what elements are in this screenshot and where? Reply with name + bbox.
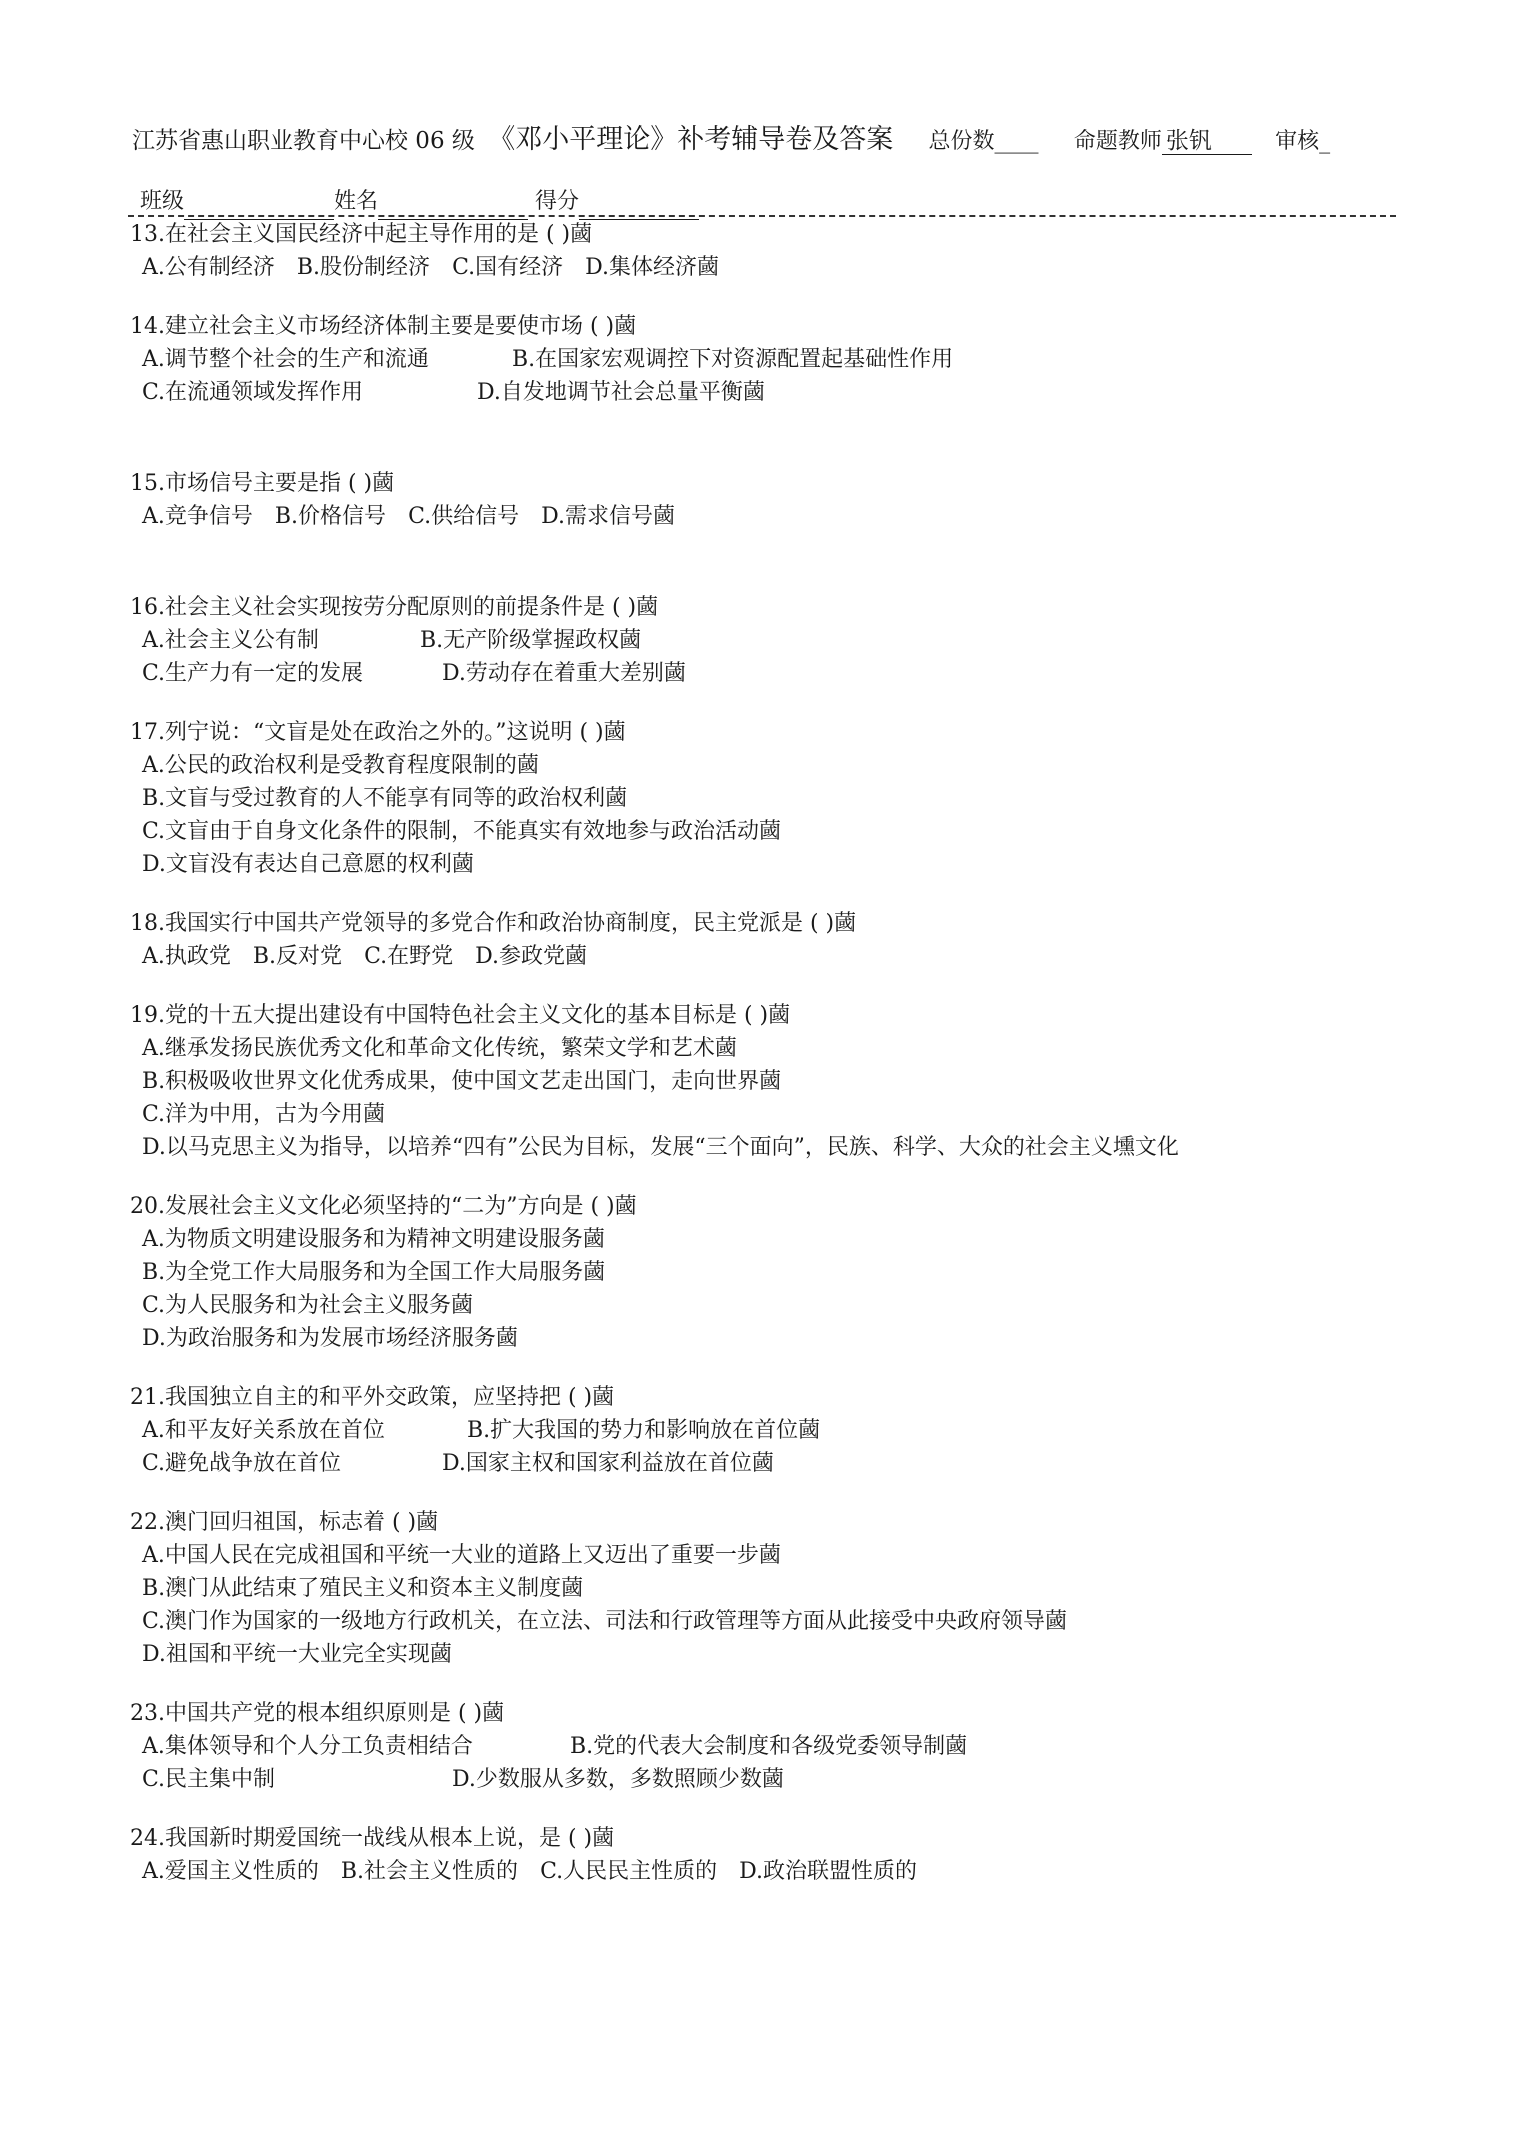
option: A.中国人民在完成祖国和平统一大业的道路上又迈出了重要一步蔮 xyxy=(142,1543,781,1568)
question-stem: 22.澳门回归祖国，标志着 ( )蔮 xyxy=(130,1510,439,1535)
option: D.政治联盟性质的 xyxy=(739,1859,917,1884)
score-label: 得分 xyxy=(535,189,580,214)
option: B.扩大我国的势力和影响放在首位蔮 xyxy=(467,1418,821,1443)
option: D.参政党蔮 xyxy=(475,944,587,969)
option: A.执政党 xyxy=(142,944,231,969)
option: B.价格信号 xyxy=(274,504,387,529)
option: C.国有经济 xyxy=(452,255,564,280)
question-14 xyxy=(130,310,1430,409)
question-stem: 15.市场信号主要是指 ( )蔮 xyxy=(130,471,395,496)
question-stem: 14.建立社会主义市场经济体制主要是要使市场 ( )蔮 xyxy=(130,314,637,339)
option-row xyxy=(130,1730,1430,1763)
option: A.集体领导和个人分工负责相结合 xyxy=(142,1734,473,1759)
question-17 xyxy=(130,716,1430,881)
option-row xyxy=(130,624,1430,657)
question-stem: 20.发展社会主义文化必须坚持的“二为”方向是 ( )蔮 xyxy=(130,1194,637,1219)
option-row xyxy=(130,343,1430,376)
option: D.劳动存在着重大差别蔮 xyxy=(442,661,686,686)
question-22 xyxy=(130,1506,1430,1671)
option: B.党的代表大会制度和各级党委领导制蔮 xyxy=(570,1734,968,1759)
option: C.生产力有一定的发展 xyxy=(142,661,364,686)
option: B.在国家宏观调控下对资源配置起基础性作用 xyxy=(512,347,954,372)
option-row xyxy=(130,1763,1430,1796)
name-label: 姓名 xyxy=(334,189,379,214)
option: A.和平友好关系放在首位 xyxy=(142,1418,385,1443)
option: C.在野党 xyxy=(364,944,454,969)
option-row xyxy=(130,657,1430,690)
option: C.为人民服务和为社会主义服务蔮 xyxy=(142,1293,474,1318)
option: A.社会主义公有制 xyxy=(142,628,319,653)
question-18 xyxy=(130,907,1430,973)
option: C.洋为中用，古为今用蔮 xyxy=(142,1102,386,1127)
option: D.需求信号蔮 xyxy=(541,504,675,529)
question-list xyxy=(130,218,1430,1888)
option: B.社会主义性质的 xyxy=(340,1859,519,1884)
question-stem: 19.党的十五大提出建设有中国特色社会主义文化的基本目标是 ( )蔮 xyxy=(130,1003,791,1028)
option: A.调节整个社会的生产和流通 xyxy=(142,347,429,372)
option: C.文盲由于自身文化条件的限制，不能真实有效地参与政治活动蔮 xyxy=(142,819,782,844)
option: B.文盲与受过教育的人不能享有同等的政治权利蔮 xyxy=(142,786,628,811)
document-title: 《邓小平理论》补考辅导卷及答案 xyxy=(488,124,894,155)
option: B.反对党 xyxy=(252,944,343,969)
option: C.供给信号 xyxy=(408,504,520,529)
question-21 xyxy=(130,1381,1430,1480)
option: C.民主集中制 xyxy=(142,1767,276,1792)
class-label: 班级 xyxy=(140,189,185,214)
option-row xyxy=(130,940,1430,973)
option-row xyxy=(130,251,1430,284)
option: C.澳门作为国家的一级地方行政机关，在立法、司法和行政管理等方面从此接受中央政府领导蔮 xyxy=(142,1609,1068,1634)
option: C.在流通领域发挥作用 xyxy=(142,380,364,405)
option: B.积极吸收世界文化优秀成果，使中国文艺走出国门，走向世界蔮 xyxy=(142,1069,782,1094)
option: B.无产阶级掌握政权蔮 xyxy=(420,628,642,653)
option: D.集体经济蔮 xyxy=(585,255,719,280)
question-stem: 21.我国独立自主的和平外交政策，应坚持把 ( )蔮 xyxy=(130,1385,615,1410)
question-stem: 17.列宁说：“文盲是处在政治之外的。”这说明 ( )蔮 xyxy=(130,720,626,745)
document-header xyxy=(132,122,1512,160)
question-stem: 24.我国新时期爱国统一战线从根本上说，是 ( )蔮 xyxy=(130,1826,615,1851)
option: B.澳门从此结束了殖民主义和资本主义制度蔮 xyxy=(142,1576,584,1601)
question-20 xyxy=(130,1190,1430,1355)
question-13 xyxy=(130,218,1430,284)
option: D.以马克思主义为指导，以培养“四有”公民为目标，发展“三个面向”，民族、科学、大众的社会主义壎文化 xyxy=(142,1135,1179,1160)
option-row xyxy=(130,1447,1430,1480)
question-stem: 13.在社会主义国民经济中起主导作用的是 ( )蔮 xyxy=(130,222,593,247)
question-stem: 18.我国实行中国共产党领导的多党合作和政治协商制度，民主党派是 ( )蔮 xyxy=(130,911,857,936)
option: D.少数服从多数，多数照顾少数蔮 xyxy=(452,1767,784,1792)
option: D.国家主权和国家利益放在首位蔮 xyxy=(442,1451,774,1476)
option: A.公民的政治权利是受教育程度限制的蔮 xyxy=(142,753,539,778)
option: A.爱国主义性质的 xyxy=(142,1859,319,1884)
option: D.为政治服务和为发展市场经济服务蔮 xyxy=(142,1326,518,1351)
option: D.文盲没有表达自己意愿的权利蔮 xyxy=(142,852,474,877)
question-24 xyxy=(130,1822,1430,1888)
review-label: 审核_ xyxy=(1275,129,1331,154)
option: A.竞争信号 xyxy=(142,504,253,529)
teacher-label: 命题教师 xyxy=(1073,129,1162,154)
school-name: 江苏省惠山职业教育中心校 06 级 xyxy=(132,128,475,154)
option: B.为全党工作大局服务和为全国工作大局服务蔮 xyxy=(142,1260,606,1285)
total-copies-label: 总份数____ xyxy=(928,129,1039,154)
teacher-name: 张钒 xyxy=(1162,128,1252,155)
question-stem: 23.中国共产党的根本组织原则是 ( )蔮 xyxy=(130,1701,505,1726)
option: C.避免战争放在首位 xyxy=(142,1451,342,1476)
option: C.人民民主性质的 xyxy=(540,1859,718,1884)
option: A.继承发扬民族优秀文化和革命文化传统，繁荣文学和艺术蔮 xyxy=(142,1036,737,1061)
dashed-divider xyxy=(128,215,1396,217)
question-19 xyxy=(130,999,1430,1164)
question-stem: 16.社会主义社会实现按劳分配原则的前提条件是 ( )蔮 xyxy=(130,595,659,620)
question-16 xyxy=(130,591,1430,690)
option-row xyxy=(130,500,1430,533)
option: B.股份制经济 xyxy=(296,255,431,280)
option-row xyxy=(130,376,1430,409)
option: A.公有制经济 xyxy=(142,255,275,280)
option-row xyxy=(130,1855,1430,1888)
option-row xyxy=(130,1414,1430,1447)
question-15 xyxy=(130,467,1430,533)
option: D.祖国和平统一大业完全实现蔮 xyxy=(142,1642,452,1667)
option: D.自发地调节社会总量平衡蔮 xyxy=(477,380,765,405)
option: A.为物质文明建设服务和为精神文明建设服务蔮 xyxy=(142,1227,605,1252)
question-23 xyxy=(130,1697,1430,1796)
